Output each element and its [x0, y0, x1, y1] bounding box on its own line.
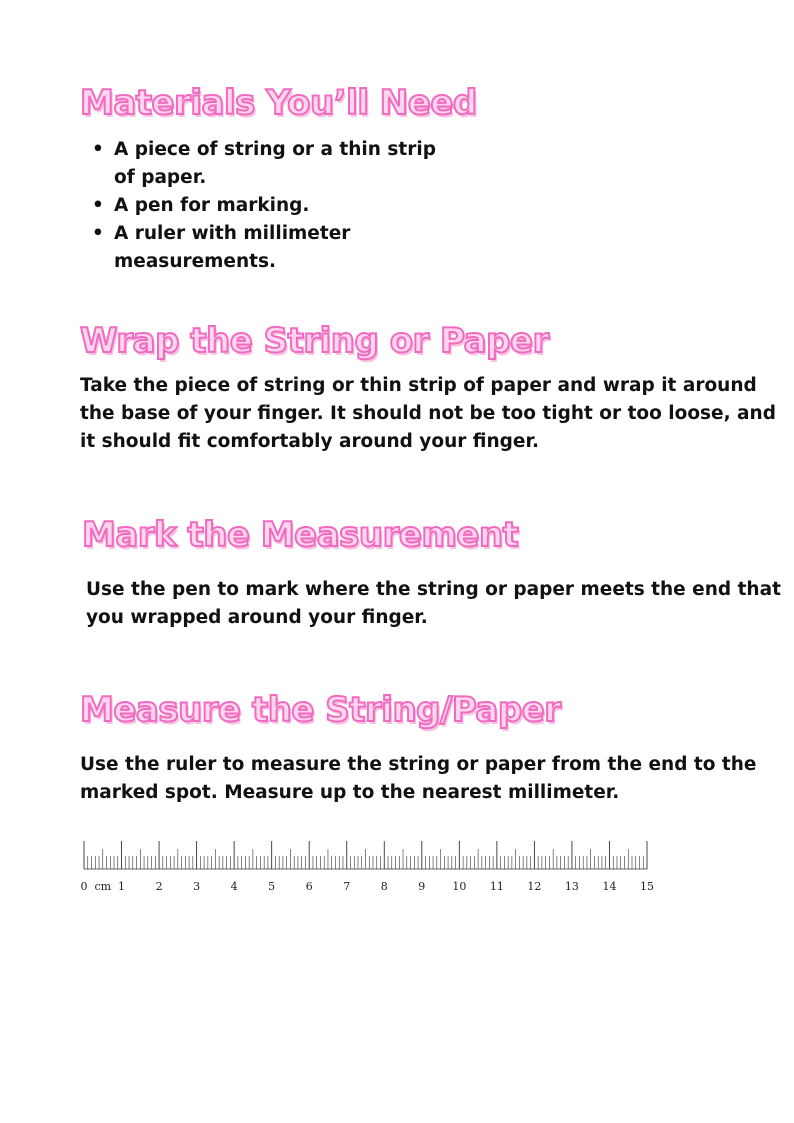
- mark-paragraph: Use the pen to mark where the string or paper meets the end that you wrapped around your finger.: [86, 579, 781, 628]
- list-item-text: A piece of string or a thin strip of paper.: [114, 139, 436, 188]
- ruler-label: 4: [230, 880, 238, 893]
- ruler-label: 9: [418, 880, 426, 893]
- list-item: [92, 192, 452, 220]
- ruler-label: 1: [118, 880, 126, 893]
- ruler-label: 11: [489, 880, 504, 893]
- ruler-label: 10: [452, 880, 467, 893]
- ruler-label: 5: [268, 880, 276, 893]
- ruler-label: 8: [380, 880, 388, 893]
- list-item-text: A ruler with millimeter measurements.: [114, 223, 351, 272]
- ruler: [70, 836, 670, 900]
- ruler-label: 12: [527, 880, 542, 893]
- list-item: [92, 220, 452, 276]
- wrap-paragraph: Take the piece of string or thin strip of paper and wrap it around the base of your finger. It should not be too tight or too loose, and it should fit comfortably around your finger.: [80, 375, 776, 452]
- ruler-label: 0: [80, 880, 88, 893]
- ruler-label: 14: [602, 880, 617, 893]
- ruler-label: 15: [640, 880, 654, 893]
- wrap-heading: Wrap the String or Paper: [80, 321, 549, 361]
- bullet-icon: •: [92, 223, 104, 244]
- materials-heading: Materials You’ll Need: [80, 83, 477, 123]
- ruler-label: 6: [305, 880, 313, 893]
- measure-paragraph: Use the ruler to measure the string or paper from the end to the marked spot. Measure up to the nearest millimeter.: [80, 754, 757, 803]
- ruler-label: 3: [193, 880, 201, 893]
- list-item-text: A pen for marking.: [114, 195, 310, 216]
- materials-list: [92, 136, 452, 276]
- bullet-icon: •: [92, 195, 104, 216]
- measure-heading: Measure the String/Paper: [80, 690, 561, 730]
- mark-heading: Mark the Measurement: [82, 515, 519, 555]
- ruler-label: 7: [343, 880, 351, 893]
- ruler-unit-label: cm: [94, 880, 112, 893]
- ruler-label: 2: [155, 880, 163, 893]
- list-item: [92, 136, 452, 192]
- bullet-icon: •: [92, 139, 104, 160]
- ruler-label: 13: [564, 880, 579, 893]
